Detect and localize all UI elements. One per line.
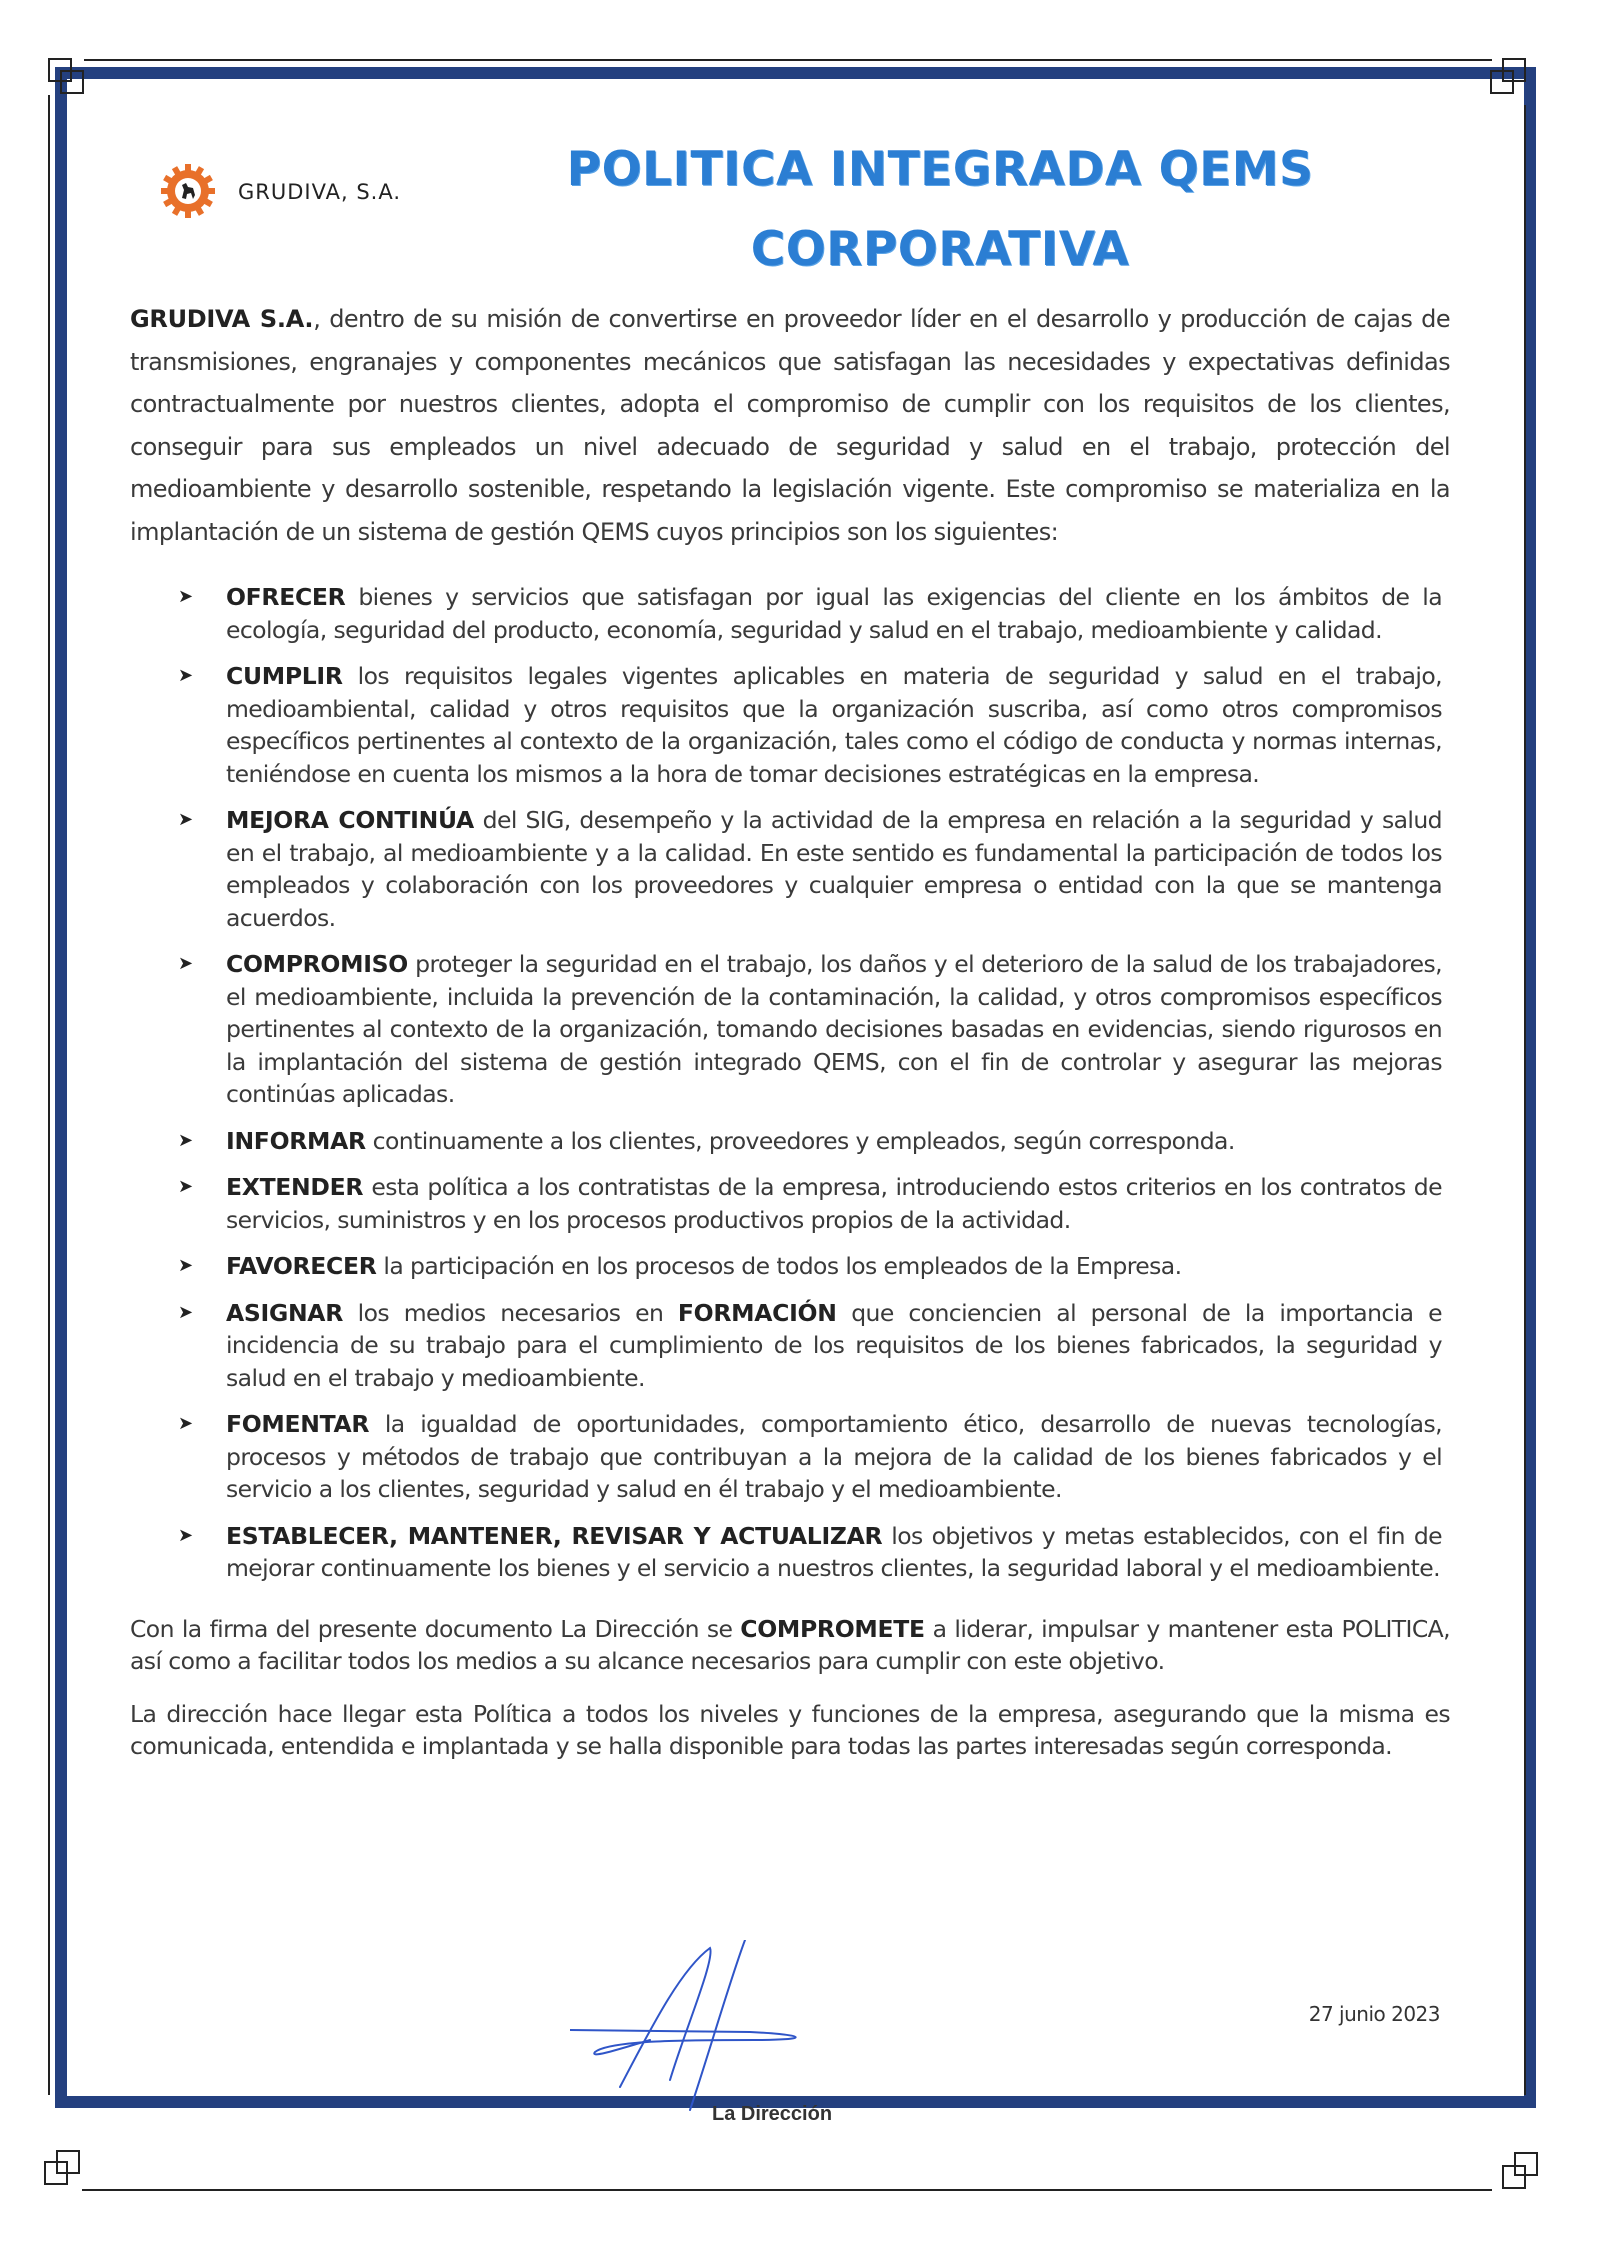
principle-keyword: OFRECER xyxy=(226,583,346,611)
border-line-bottom xyxy=(82,2189,1492,2191)
intro-company-name: GRUDIVA S.A. xyxy=(130,305,314,333)
commitment-paragraph xyxy=(130,1613,1450,1678)
principle-text: los objetivos y metas establecidos, con el fin de mejorar continuamente los bienes y el servicio a nuestros clientes, la seguridad laboral y el medioambiente. xyxy=(226,1521,1442,1582)
border-line-left xyxy=(48,95,50,2095)
corner-ornament-bottom-right-inner xyxy=(1502,2165,1526,2189)
principle-item xyxy=(130,804,1450,934)
corner-ornament-top-right-inner xyxy=(1490,70,1514,94)
commitment-text-start: Con la firma del presente documento La Dirección se xyxy=(130,1614,741,1643)
principle-item xyxy=(130,581,1450,646)
principle-item xyxy=(130,1408,1450,1506)
principle-item xyxy=(130,1125,1450,1158)
arrowhead-bullet-icon: ➤ xyxy=(178,1301,193,1323)
intro-text: , dentro de su misión de convertirse en proveedor líder en el desarrollo y producción de cajas de transmisiones, engranajes y componentes mecánicos que satisfagan las necesidades y expectativas definidas contractualmente por nuestros clientes, adopta el compromiso de cumplir con los requisitos de los clientes, conseguir para sus empleados un nivel adecuado de seguridad y salud en el trabajo, protección del medioambiente y desarrollo sostenible, respetando la legislación vigente. Este compromiso se materializa en la implantación de un sistema de gestión QEMS cuyos principios son los siguientes: xyxy=(130,305,1450,546)
corner-ornament-top-left-inner xyxy=(60,70,84,94)
title-line-1: POLITICA INTEGRADA QEMS xyxy=(566,142,1314,197)
principle-keyword: INFORMAR xyxy=(226,1126,366,1155)
distribution-paragraph: La dirección hace llegar esta Política a todos los niveles y funciones de la empresa, asegurando que la misma es comunicada, entendida e implantada y se halla disponible para todas las partes interesadas según corresponda. xyxy=(130,1699,1450,1760)
principle-item xyxy=(130,1250,1450,1283)
principle-text-continued: que conciencien al personal de la importancia e incidencia de su trabajo para el cumplimiento de los requisitos de los bienes fabricados, la seguridad y salud en el trabajo y medioambiente. xyxy=(226,1298,1442,1392)
principle-keyword: ESTABLECER, MANTENER, REVISAR Y ACTUALIZAR xyxy=(226,1521,883,1550)
principle-text: continuamente a los clientes, proveedores y empleados, según corresponda. xyxy=(365,1126,1235,1155)
principle-item xyxy=(130,660,1450,790)
principle-keyword: CUMPLIR xyxy=(226,662,343,690)
principle-item xyxy=(130,1171,1450,1236)
handwritten-signature-icon xyxy=(570,1940,890,2130)
corner-ornament-bottom-left-inner xyxy=(56,2150,80,2174)
policy-body xyxy=(130,298,1450,1763)
commitment-text-end: a liderar, impulsar y mantener esta POLITICA, así como a facilitar todos los medios a su alcance necesarios para cumplir con este objetivo. xyxy=(130,1614,1451,1675)
signer-name: La Dirección xyxy=(712,2103,833,2125)
principle-keyword: ASIGNAR xyxy=(226,1298,343,1327)
document-date: 27 junio 2023 xyxy=(1308,2002,1440,2026)
company-name: GRUDIVA, S.A. xyxy=(238,180,402,204)
principle-text: la participación en los procesos de todos los empleados de la Empresa. xyxy=(376,1252,1182,1280)
arrowhead-bullet-icon: ➤ xyxy=(178,665,193,686)
principle-keyword: COMPROMISO xyxy=(226,950,408,978)
arrowhead-bullet-icon: ➤ xyxy=(178,1255,193,1276)
intro-paragraph xyxy=(130,298,1450,553)
principles-list xyxy=(130,581,1450,1585)
arrowhead-bullet-icon: ➤ xyxy=(178,809,193,830)
principle-keyword-secondary: FORMACIÓN xyxy=(677,1298,837,1327)
principle-text: los requisitos legales vigentes aplicables en materia de seguridad y salud en el trabajo, medioambiental, calidad y otros requisitos que la organización suscriba, así como otros compromisos específicos pertinentes al contexto de la organización, tales como el código de conducta y normas internas, teniéndose en cuenta los mismos a la hora de tomar decisiones estratégicas en la empresa. xyxy=(226,662,1442,788)
principle-item xyxy=(130,948,1450,1111)
commitment-keyword: COMPROMETE xyxy=(740,1614,925,1643)
principle-text: los medios necesarios en xyxy=(343,1298,678,1327)
principle-item xyxy=(130,1520,1450,1585)
arrowhead-bullet-icon: ➤ xyxy=(178,1413,193,1434)
arrowhead-bullet-icon: ➤ xyxy=(178,1176,193,1197)
principle-keyword: MEJORA CONTINÚA xyxy=(226,806,474,834)
arrowhead-bullet-icon: ➤ xyxy=(178,1129,193,1151)
principle-text: esta política a los contratistas de la empresa, introduciendo estos criterios en los contratos de servicios, suministros y en los procesos productivos propios de la actividad. xyxy=(226,1173,1442,1234)
border-line-right xyxy=(1524,105,1526,2095)
principle-text: del SIG, desempeño y la actividad de la empresa en relación a la seguridad y salud en el trabajo, al medioambiente y a la calidad. En este sentido es fundamental la participación de todos los empleados y colaboración con los proveedores y cualquier empresa o entidad con la que se mantenga acuerdos. xyxy=(226,806,1442,932)
arrowhead-bullet-icon: ➤ xyxy=(178,1524,193,1546)
title-line-2: CORPORATIVA xyxy=(750,222,1130,277)
arrowhead-bullet-icon: ➤ xyxy=(178,586,193,607)
principle-keyword: FAVORECER xyxy=(226,1252,377,1280)
principle-item xyxy=(130,1297,1450,1395)
page-title xyxy=(520,130,1360,290)
border-line-top xyxy=(84,59,1492,61)
principle-text: proteger la seguridad en el trabajo, los daños y el deterioro de la salud de los trabajadores, el medioambiente, incluida la prevención de la contaminación, la calidad, y otros compromisos específicos pertinentes al contexto de la organización, tomando decisiones basadas en evidencias, siendo rigurosos en la implantación del sistema de gestión integrado QEMS, con el fin de controlar y asegurar las mejoras continúas aplicadas. xyxy=(226,950,1442,1108)
principle-keyword: EXTENDER xyxy=(226,1173,364,1201)
principle-text: la igualdad de oportunidades, comportamiento ético, desarrollo de nuevas tecnologías, procesos y métodos de trabajo que contribuyan a la mejora de la calidad de los bienes fabricados y el servicio a los clientes, seguridad y salud en él trabajo y el medioambiente. xyxy=(226,1410,1442,1503)
principle-keyword: FOMENTAR xyxy=(226,1410,370,1438)
principle-text: bienes y servicios que satisfagan por igual las exigencias del cliente en los ámbitos de la ecología, seguridad del producto, economía, seguridad y salud en el trabajo, medioambiente y calidad. xyxy=(226,583,1442,644)
arrowhead-bullet-icon: ➤ xyxy=(178,953,193,974)
gear-horse-logo-icon xyxy=(160,163,216,219)
